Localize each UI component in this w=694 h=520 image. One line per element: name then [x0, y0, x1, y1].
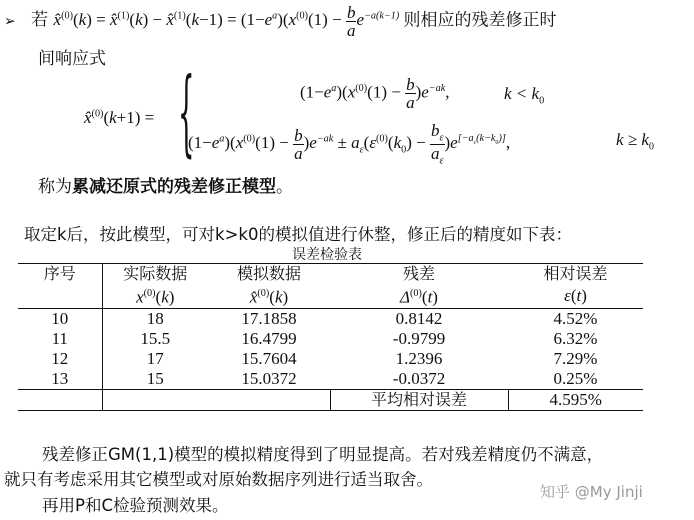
table-row [18, 329, 643, 349]
para2-line2: 就只有考虑采用其它模型或对原始数据序列进行适当取舍。 [4, 470, 433, 489]
intro-line [4, 4, 556, 39]
table-caption: 误差检验表 [292, 247, 362, 263]
table-row [18, 349, 643, 369]
cell-idx: 11 [51, 329, 68, 348]
cell-idx: 13 [18, 369, 102, 390]
intro-line2: 间响应式 [38, 49, 106, 69]
para2-line1: 残差修正GM(1,1)模型的模拟精度得到了明显提高。若对残差精度仍不满意， [42, 445, 604, 464]
bullet-icon: ➢ [4, 13, 16, 30]
table-row [18, 369, 643, 390]
table-avg-row [18, 390, 643, 411]
avg-label: 平均相对误差 [330, 390, 508, 411]
piecewise-lhs: x̂$^{(0)}$(k+1) = [84, 108, 155, 127]
cell-actual: 15 [102, 369, 208, 390]
cell-resid: -0.9799 [392, 329, 446, 348]
avg-value: 4.595% [508, 390, 643, 411]
cell-rel: 0.25% [508, 369, 643, 390]
cond2-text: k ≥ k [616, 130, 649, 149]
cell-sim: 15.0372 [208, 369, 330, 390]
cell-resid: 1.2396 [395, 349, 443, 368]
piecewise-cond1 [504, 84, 544, 106]
cond1-sub: 0 [539, 95, 545, 107]
header-idx: 序号 [18, 264, 102, 285]
table-symbol-row [18, 284, 643, 309]
header-sim: 模拟数据 [208, 264, 330, 285]
header-actual: 实际数据 [102, 264, 208, 285]
cell-resid: 0.8142 [395, 309, 443, 328]
cell-rel: 4.52% [553, 309, 598, 328]
cond1-text: k < k [504, 84, 540, 103]
table-row [18, 309, 643, 330]
cell-actual: 17 [102, 349, 208, 369]
cell-idx: 10 [51, 309, 69, 328]
piecewise-brace: { [178, 61, 195, 169]
piecewise-case2: $(1-e^a)(x^{(0)}(1)$ − $\frac{b}{a}$ )$e^{-ak} \pm a_\varepsilon(\varepsilon^{(0)}(k_0)$ − $\frac{b_\varepsilon}{a_\varepsilon}$ )e[−aε(k−k0)], [188, 121, 511, 166]
conclusion-prefix: 称为 [38, 177, 72, 197]
symbol-rel: ε(t) [508, 284, 643, 309]
zhihu-watermark: 知乎 @My Jinji [540, 483, 643, 501]
piecewise-case1: $(1-e^a)(x^{(0)}(1)$ − $\frac{b}{a}$ )$e^{-ak}$, [300, 75, 450, 112]
conclusion-suffix: 。 [276, 177, 293, 197]
intro-prefix: 若 [31, 10, 49, 31]
cell-sim: 15.7604 [241, 349, 297, 368]
header-rel: 相对误差 [508, 264, 643, 285]
intro-suffix: 则相应的残差修正时 [403, 10, 557, 31]
para3: 再用P和C检验预测效果。 [42, 496, 229, 515]
symbol-sim: x̂$^{(0)}$(k) [208, 284, 330, 309]
cell-rel: 7.29% [553, 349, 598, 368]
para1: 取定k后，按此模型，可对k>k0的模拟值进行休整，修正后的精度如下表： [24, 225, 572, 244]
cell-rel: 6.32% [553, 329, 598, 348]
cell-actual: 18 [102, 309, 208, 330]
cell-sim: 17.1858 [241, 309, 297, 328]
header-resid: 残差 [330, 264, 508, 285]
cell-idx: 12 [51, 349, 69, 368]
conclusion-bold: 累减还原式的残差修正模型 [72, 177, 276, 197]
symbol-actual: $x^{(0)}(k)$ [102, 284, 208, 309]
table-header-row [18, 264, 643, 285]
cell-actual: 15.5 [102, 329, 208, 349]
cond2-sub: 0 [648, 141, 655, 153]
cell-sim: 16.4799 [241, 329, 297, 348]
cell-resid: -0.0372 [330, 369, 508, 390]
conclusion-line [38, 172, 293, 197]
formula-residual-expression: x̂$^{(0)}$(k) = x̂$^{(1)}$(k) − x̂$^{(1)}$(k−1) = $(1-e^a)(x^{(0)}(1)$ − $\frac{b}{a}$ $e^{-a(k-1)}$ [53, 3, 400, 40]
symbol-resid: $\Delta^{(0)}(t)$ [330, 284, 508, 309]
error-table [18, 263, 643, 411]
piecewise-cond2 [616, 130, 654, 152]
